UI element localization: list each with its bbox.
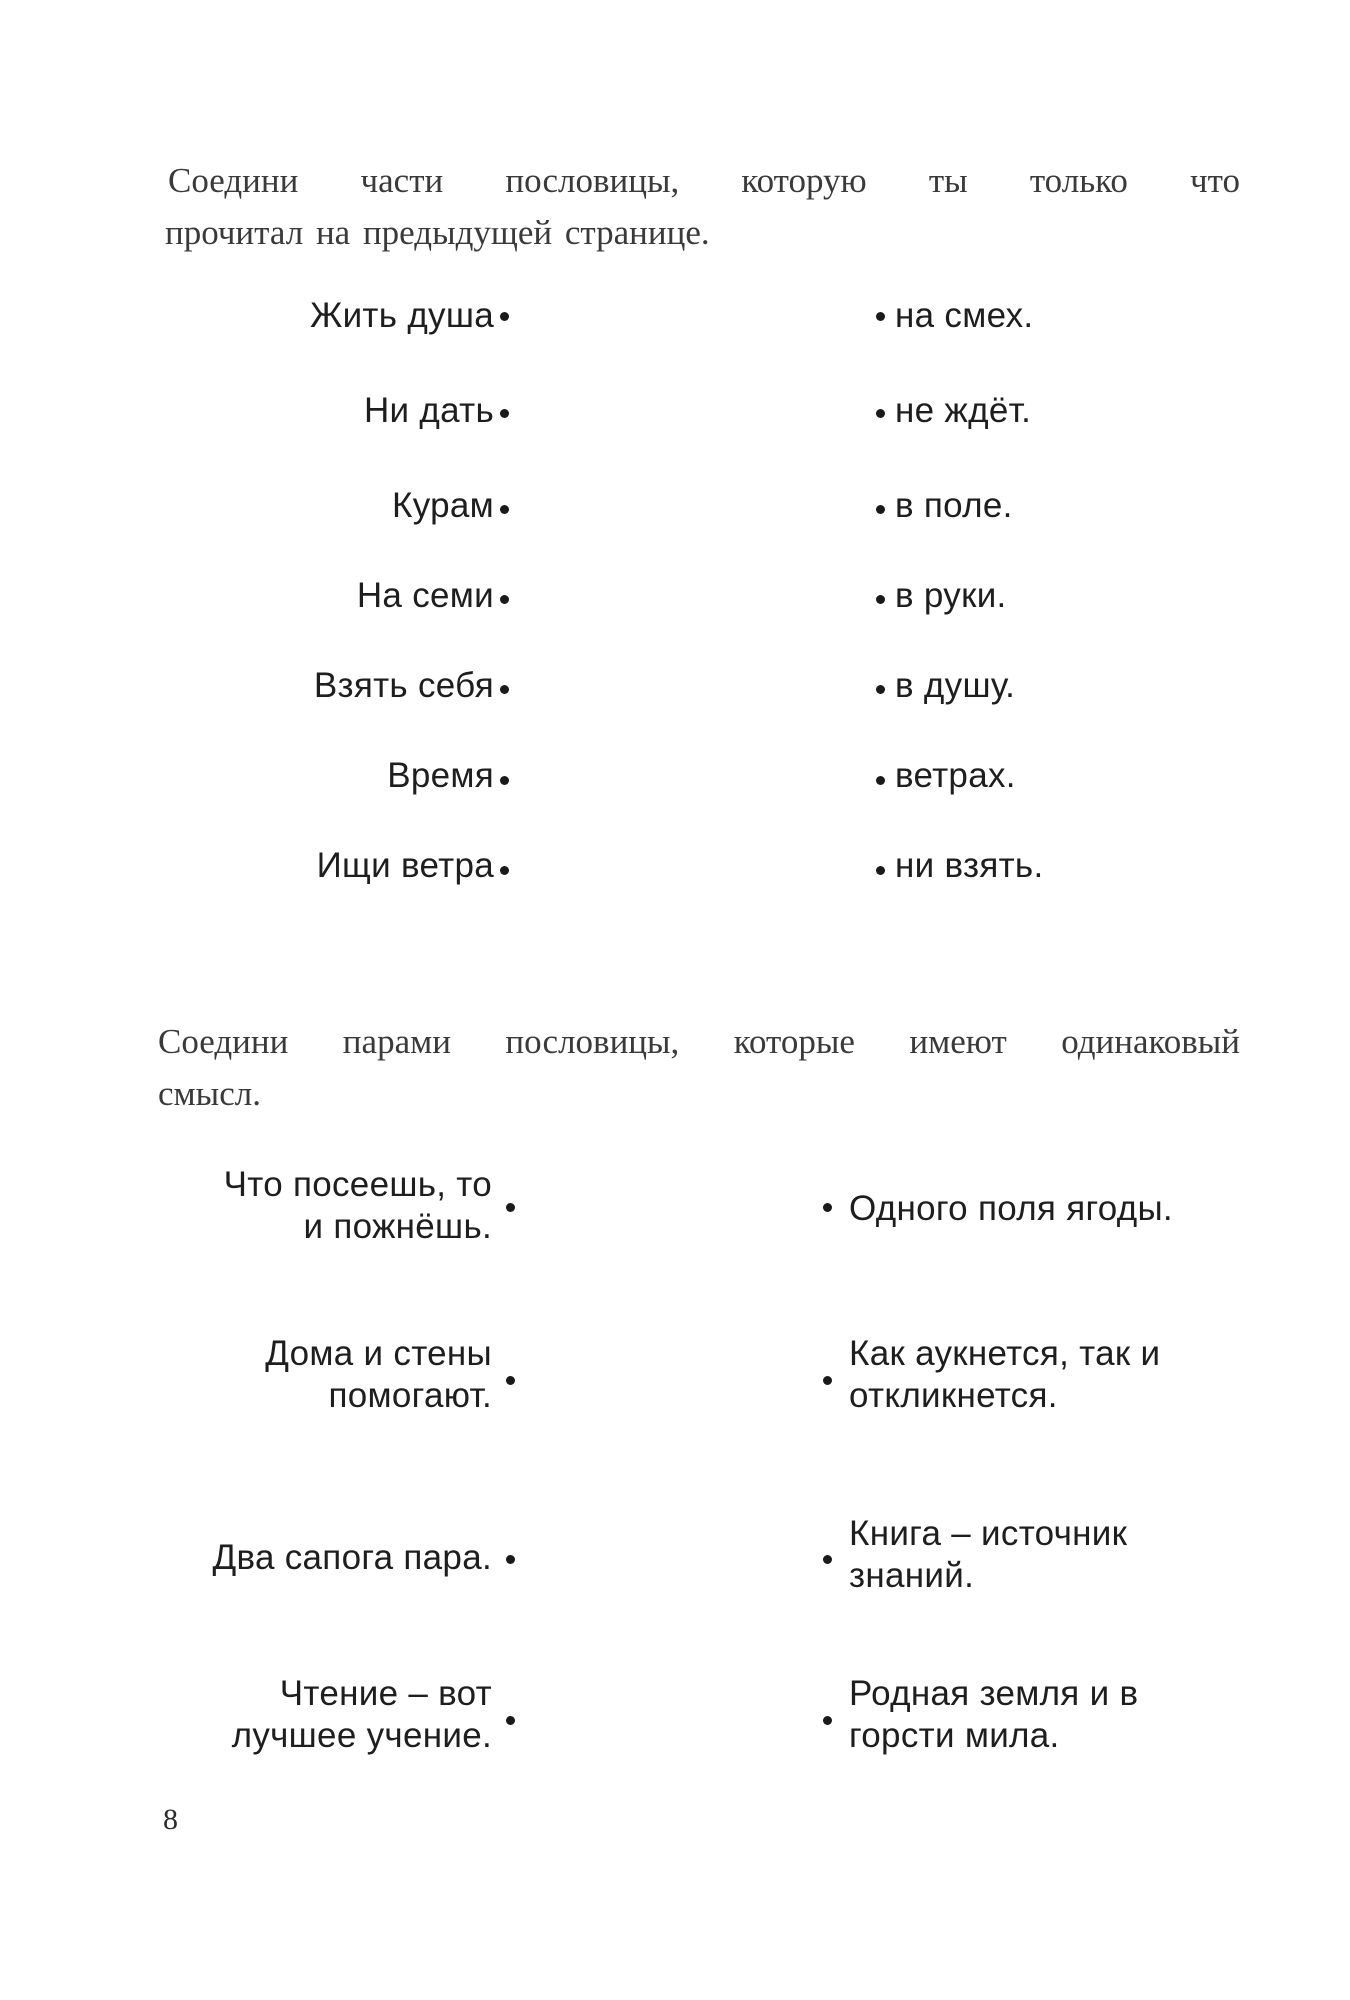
exercise1-instruction xyxy=(165,155,1240,259)
exercise1-left-dot[interactable] xyxy=(500,505,509,514)
exercise1-left-item: Жить душа xyxy=(309,296,494,335)
exercise2-right-line: откликнется. xyxy=(849,1376,1058,1415)
exercise2-left-line: лучшее учение. xyxy=(231,1716,492,1755)
exercise2-left-item xyxy=(232,1673,492,1757)
page-number: 8 xyxy=(163,1803,178,1836)
exercise1-left-item: Время xyxy=(387,756,494,795)
exercise2-left-dot[interactable] xyxy=(506,1203,515,1212)
exercise2-right-item xyxy=(849,1513,1127,1597)
exercise1-right-dot[interactable] xyxy=(876,776,885,785)
exercise1-left-item: Ни дать xyxy=(363,391,494,430)
exercise2-left-line: Дома и стены xyxy=(265,1334,492,1373)
exercise2-right-line: Как аукнется, так и xyxy=(849,1334,1161,1373)
exercise2-left-line: помогают. xyxy=(328,1376,492,1415)
exercise2-left-item xyxy=(224,1164,492,1248)
exercise1-instruction-line2: прочитал на предыдущей странице. xyxy=(165,213,710,252)
exercise2-left-line: и пожнёшь. xyxy=(303,1207,492,1246)
exercise2-right-item xyxy=(849,1673,1138,1757)
exercise1-right-dot[interactable] xyxy=(876,409,885,418)
exercise1-right-item: в душу. xyxy=(895,666,1016,705)
exercise2-right-item xyxy=(849,1333,1160,1417)
exercise1-left-item: На семи xyxy=(356,576,494,615)
exercise1-left-dot[interactable] xyxy=(500,312,509,321)
exercise2-right-dot[interactable] xyxy=(823,1203,832,1212)
exercise2-right-line: Одного поля ягоды. xyxy=(849,1189,1173,1228)
exercise1-left-dot[interactable] xyxy=(500,776,509,785)
exercise1-instruction-line1: Соедини части пословицы, которую ты только что xyxy=(168,161,1240,200)
exercise2-right-dot[interactable] xyxy=(823,1376,832,1385)
exercise2-right-line: горсти мила. xyxy=(849,1716,1060,1755)
exercise1-right-item: ветрах. xyxy=(895,756,1016,795)
exercise1-right-dot[interactable] xyxy=(876,505,885,514)
exercise1-left-dot[interactable] xyxy=(500,866,509,875)
exercise1-right-item: ни взять. xyxy=(895,846,1044,885)
exercise1-right-item: не ждёт. xyxy=(895,391,1032,430)
exercise1-right-item: на смех. xyxy=(895,296,1034,335)
exercise2-instruction-line2: смысл. xyxy=(158,1074,261,1113)
exercise1-right-item: в руки. xyxy=(895,576,1007,615)
exercise2-left-dot[interactable] xyxy=(506,1555,515,1564)
exercise2-right-dot[interactable] xyxy=(823,1555,832,1564)
exercise1-left-item: Ищи ветра xyxy=(316,846,494,885)
exercise2-instruction-line1: Соедини парами пословицы, которые имеют одинаковый xyxy=(158,1022,1240,1061)
exercise1-right-dot[interactable] xyxy=(876,312,885,321)
exercise1-right-dot[interactable] xyxy=(876,866,885,875)
exercise1-left-dot[interactable] xyxy=(500,595,509,604)
exercise2-left-item xyxy=(212,1537,492,1579)
exercise1-left-item: Курам xyxy=(392,486,494,525)
exercise2-instruction xyxy=(158,1016,1240,1120)
exercise1-right-dot[interactable] xyxy=(876,685,885,694)
exercise1-right-item: в поле. xyxy=(895,486,1013,525)
exercise2-left-dot[interactable] xyxy=(506,1376,515,1385)
exercise1-left-item: Взять себя xyxy=(313,666,494,705)
exercise2-left-line: Чтение – вот xyxy=(279,1674,492,1713)
exercise1-left-dot[interactable] xyxy=(500,409,509,418)
exercise2-left-item xyxy=(265,1333,492,1417)
exercise2-right-dot[interactable] xyxy=(823,1716,832,1725)
exercise2-left-dot[interactable] xyxy=(506,1716,515,1725)
exercise2-right-line: знаний. xyxy=(849,1556,975,1595)
exercise2-right-line: Книга – источник xyxy=(849,1514,1128,1553)
exercise2-left-line: Что посеешь, то xyxy=(223,1165,492,1204)
exercise2-right-line: Родная земля и в xyxy=(849,1674,1139,1713)
exercise1-right-dot[interactable] xyxy=(876,595,885,604)
exercise2-right-item xyxy=(849,1188,1173,1230)
exercise1-left-dot[interactable] xyxy=(500,685,509,694)
exercise2-left-line: Два сапога пара. xyxy=(212,1538,492,1577)
